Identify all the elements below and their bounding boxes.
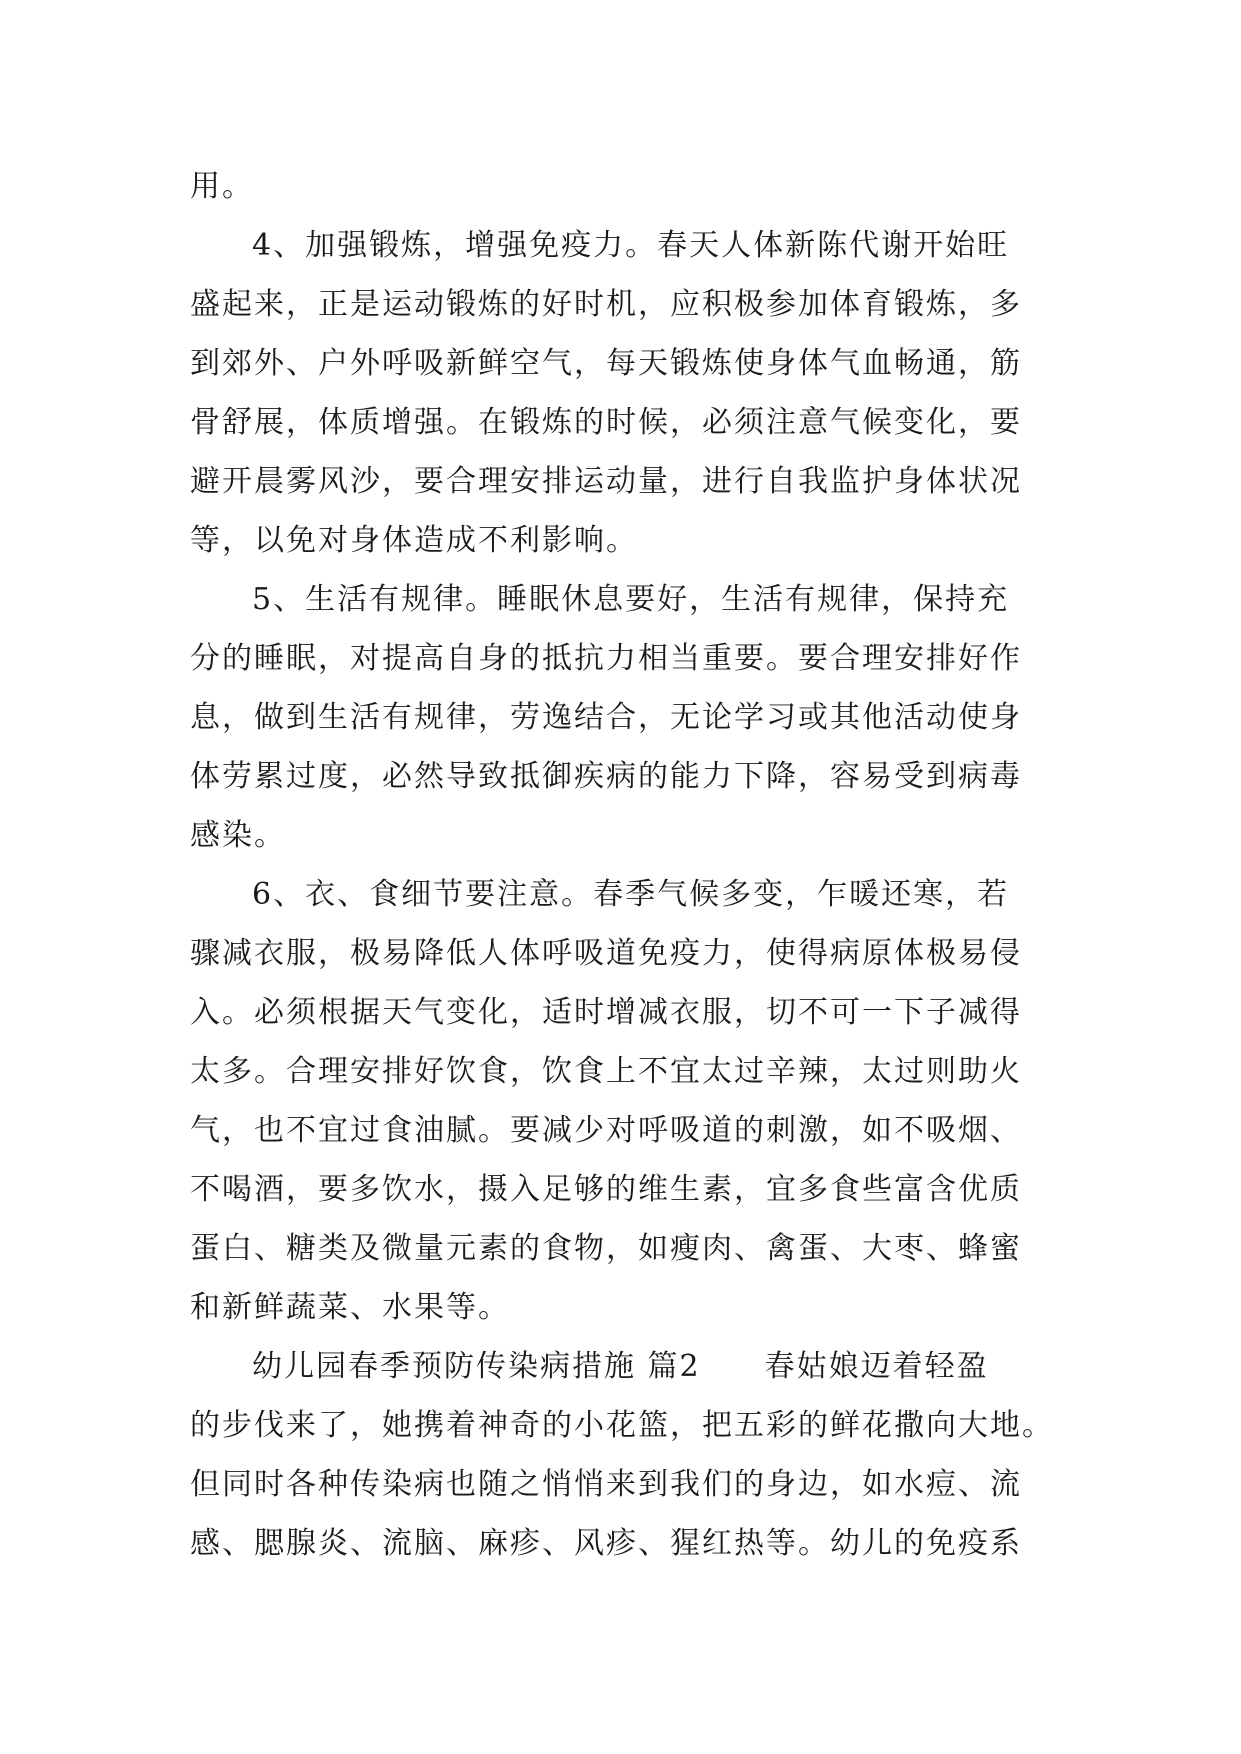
- text-line: 到郊外、户外呼吸新鲜空气，每天锻炼使身体气血畅通，筋: [190, 346, 1022, 381]
- text-line: 骨舒展，体质增强。在锻炼的时候，必须注意气候变化，要: [190, 405, 1022, 440]
- text-line: 用。: [190, 169, 254, 204]
- text-line: 骤减衣服，极易降低人体呼吸道免疫力，使得病原体极易侵: [190, 936, 1022, 971]
- text-line: 蛋白、糖类及微量元素的食物，如瘦肉、禽蛋、大枣、蜂蜜: [190, 1231, 1022, 1266]
- text-line: 等，以免对身体造成不利影响。: [190, 523, 638, 558]
- paragraph-start-line: 6、衣、食细节要注意。春季气候多变，乍暖还寒，若: [252, 877, 1010, 912]
- text-line: 感染。: [190, 818, 286, 853]
- text-line: 但同时各种传染病也随之悄悄来到我们的身边，如水痘、流: [190, 1467, 1022, 1502]
- text-line: 盛起来，正是运动锻炼的好时机，应积极参加体育锻炼，多: [190, 287, 1022, 322]
- text-line: 气，也不宜过食油腻。要减少对呼吸道的刺激，如不吸烟、: [190, 1113, 1022, 1148]
- text-line: 分的睡眠，对提高自身的抵抗力相当重要。要合理安排好作: [190, 641, 1022, 676]
- text-line: 的步伐来了，她携着神奇的小花篮，把五彩的鲜花撒向大地。: [190, 1408, 1054, 1443]
- body-text: [190, 157, 1070, 1573]
- text-line: 感、腮腺炎、流脑、麻疹、风疹、猩红热等。幼儿的免疫系: [190, 1526, 1022, 1561]
- text-line: 不喝酒，要多饮水，摄入足够的维生素，宜多食些富含优质: [190, 1172, 1022, 1207]
- paragraph-start-line: 5、生活有规律。睡眠休息要好，生活有规律，保持充: [252, 582, 1010, 617]
- text-line: 入。必须根据天气变化，适时增减衣服，切不可一下子减得: [190, 995, 1022, 1030]
- text-line: 息，做到生活有规律，劳逸结合，无论学习或其他活动使身: [190, 700, 1022, 735]
- text-line: 和新鲜蔬菜、水果等。: [190, 1290, 510, 1325]
- text-line: 太多。合理安排好饮食，饮食上不宜太过辛辣，太过则助火: [190, 1054, 1022, 1089]
- text-line: 体劳累过度，必然导致抵御疾病的能力下降，容易受到病毒: [190, 759, 1022, 794]
- text-line: 避开晨雾风沙，要合理安排运动量，进行自我监护身体状况: [190, 464, 1022, 499]
- paragraph-start-line: 4、加强锻炼，增强免疫力。春天人体新陈代谢开始旺: [252, 228, 1010, 263]
- section-heading-line: 幼儿园春季预防传染病措施 篇2 春姑娘迈着轻盈: [252, 1349, 989, 1384]
